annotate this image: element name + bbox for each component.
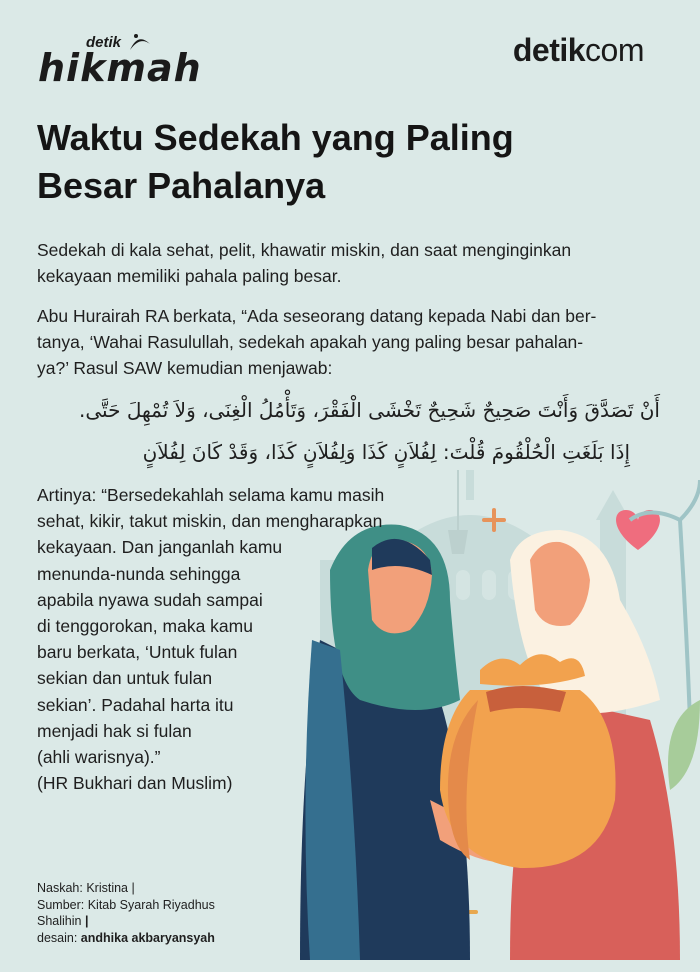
title-line: Besar Pahalanya: [37, 165, 326, 206]
credit-separator: |: [84, 914, 89, 928]
detikcom-logo[interactable]: [513, 32, 644, 69]
page-title: [37, 114, 637, 210]
hikmah-logo-text: hikmah: [38, 46, 202, 90]
text-line: Artinya: “Bersedekahlah selama kamu masih: [37, 485, 385, 505]
text-line: ya?’ Rasul SAW kemudian menjawab:: [37, 358, 333, 378]
title-line: Waktu Sedekah yang Paling: [37, 117, 514, 158]
credit-source-cont: Shalihin: [37, 914, 82, 928]
credit-writer: Naskah: Kristina |: [37, 881, 135, 895]
credit-designer-name: andhika akbaryansyah: [80, 930, 215, 945]
intro-paragraph: [37, 237, 667, 289]
detik-hikmah-logo[interactable]: [38, 30, 202, 90]
arabic-text-line: أَنْ تَصَدَّقَ وَأَنْتَ صَحِيحٌ شَحِيحٌ تَخْشَى الْفَقْرَ، وَتَأْمُلُ الْغِنَى، وَلاَ تُمْهِلَ حَتَّى.: [79, 398, 660, 422]
text-line: menunda-nunda sehingga: [37, 563, 241, 584]
translation-paragraph: [37, 482, 457, 796]
text-line: tanya, ‘Wahai Rasulullah, sedekah apakah yang paling besar pahalan-: [37, 332, 584, 352]
text-line: apabila nyawa sudah sampai: [37, 589, 263, 610]
hadith-source: (HR Bukhari dan Muslim): [37, 773, 233, 794]
text-line: menjadi hak si fulan: [37, 720, 192, 741]
text-line: di tenggorokan, maka kamu: [37, 616, 253, 637]
detikcom-logo-suffix: com: [585, 32, 644, 68]
text-line: Sedekah di kala sehat, pelit, khawatir miskin, dan saat menginginkan: [37, 240, 572, 260]
credit-designer-label: desain:: [37, 930, 78, 945]
text-line: kekayaan. Dan janganlah kamu: [37, 537, 283, 558]
hikmah-logo-small-text: detik: [86, 34, 122, 51]
text-line: Abu Hurairah RA berkata, “Ada seseorang datang kepada Nabi dan ber-: [37, 306, 597, 326]
text-line: sekian’. Padahal harta itu: [37, 694, 234, 715]
text-line: baru berkata, ‘Untuk fulan: [37, 642, 238, 663]
narration-paragraph: [37, 303, 667, 381]
text-line: sekian dan untuk fulan: [37, 668, 213, 689]
credits: [37, 880, 277, 946]
arabic-text-line: إِذَا بَلَغَتِ الْحُلْقُومَ قُلْتَ: لِفُلاَنٍ كَذَا وَلِفُلاَنٍ كَذَا، وَقَدْ كَانَ لِفُلاَنٍ: [142, 440, 630, 464]
text-line: sehat, kikir, takut miskin, dan mengharapkan: [37, 511, 383, 532]
text-line: (ahli warisnya).”: [37, 747, 161, 768]
credit-source: Sumber: Kitab Syarah Riyadhus: [37, 897, 215, 912]
detikcom-logo-main: detik: [512, 32, 586, 68]
leaf-icon: [668, 700, 700, 790]
text-line: kekayaan memiliki pahala paling besar.: [37, 266, 342, 286]
